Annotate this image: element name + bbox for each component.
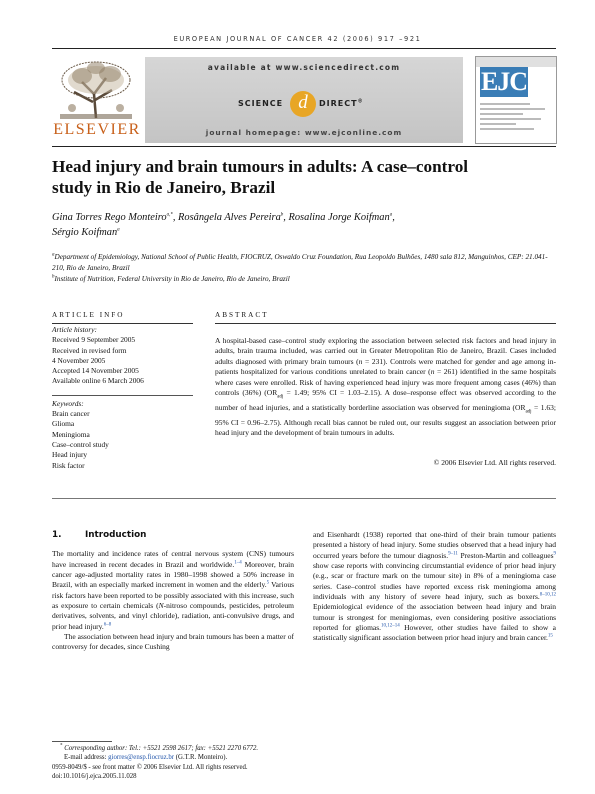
keyword: Head injury (52, 450, 88, 460)
sd-mark-icon: d (290, 91, 316, 117)
body-column-left (52, 530, 294, 653)
body-column-right (313, 530, 556, 644)
citation-link[interactable]: 5 (266, 580, 270, 586)
citation-link[interactable]: 9–11 (448, 551, 458, 557)
journal-cover-thumbnail (475, 56, 557, 144)
sciencedirect-logo[interactable] (238, 91, 378, 117)
corresponding-author: * Corresponding author: Tel.: +5521 2598 2617; fax: +5521 2270 6772. (60, 743, 259, 752)
history-item: Received in revised form (52, 345, 127, 355)
cover-text-lines (480, 103, 552, 133)
author-3: , Rosalina Jorge Koifman (283, 212, 390, 223)
issn-line: 0959-8049/$ - see front matter © 2006 Elsevier Ltd. All rights reserved. (52, 763, 248, 771)
citation-link[interactable]: 8–10,12 (539, 592, 556, 598)
keyword: Meningioma (52, 429, 90, 439)
history-item: 4 November 2005 (52, 355, 106, 365)
keywords-rule (52, 395, 193, 396)
copyright-notice: © 2006 Elsevier Ltd. All rights reserved. (433, 458, 556, 467)
journal-header: EUROPEAN JOURNAL OF CANCER 42 (2006) 917 –921 (173, 35, 422, 43)
article-info-rule (52, 323, 193, 324)
citation-link[interactable]: 9 (553, 551, 556, 557)
article-info (52, 325, 192, 471)
keyword: Case–control study (52, 439, 109, 449)
affiliations (52, 252, 556, 286)
keyword: Glioma (52, 419, 75, 429)
author-2: , Rosângela Alves Pereira (172, 212, 281, 223)
email-link[interactable]: giorres@ensp.fiocruz.br (108, 754, 175, 762)
email-line: E-mail address: giorres@ensp.fiocruz.br (G.T.R. Monteiro). (64, 754, 228, 762)
history-item: Accepted 14 November 2005 (52, 366, 139, 376)
citation-link[interactable]: 10,12–14 (381, 623, 400, 629)
title-line-2: study in Rio de Janeiro, Brazil (52, 178, 276, 197)
elsevier-wordmark: ELSEVIER (53, 121, 141, 138)
header-rule (52, 48, 556, 49)
citation-link[interactable]: 1–4 (234, 560, 242, 566)
keyword: Risk factor (52, 460, 85, 470)
sd-right-text: DIRECT® (319, 98, 364, 108)
keywords-label: Keywords: (52, 398, 84, 408)
article-title (52, 156, 552, 198)
keyword: Brain cancer (52, 409, 90, 419)
ejc-logo: EJC (480, 67, 528, 96)
citation-link[interactable]: 6–8 (103, 622, 112, 628)
intro-paragraph-2: The association between head injury and brain tumours has been a matter of controversy for decades, since Cushing (52, 632, 294, 652)
history-item: Available online 6 March 2006 (52, 376, 144, 386)
author-1: Gina Torres Rego Monteiro (52, 212, 167, 223)
abstract-bottom-rule (52, 498, 556, 499)
history-label: Article history: (52, 325, 97, 334)
footnote (52, 744, 352, 781)
abstract-text: A hospital-based case–control study exploring the association between selected risk factors and head injury in adults, brain trauma included, was carried out in Greater Metropolitan Rio de Janeiro, Brazil. Cases included adults diagnosed with primary brain tumours (n = 231). Controls were matched for gender and age among in-patients hospitalized for various conditions unrelated to brain cancer (n = 261) identified in the same hospitals where cases were enrolled. Risk of having experienced head injury was more frequent among cases (46%) than controls (36%) ($OR_{adj} = 1.49$; 95% CI = 1.03–2.15). A dose–response effect was observed according to the number of head injuries, and a statistically borderline association was observed for meningioma ($OR_{adj} = 1.63$; 95% CI = 0.96–2.75). Although recall bias cannot be ruled out, our results suggest an association between prior head injury and the development of brain tumours in adults. (215, 336, 556, 438)
journal-homepage-link[interactable]: journal homepage: www.ejconline.com (205, 128, 403, 137)
author-list: Gina Torres Rego Monteiro$^{a,*}$, Rosângela Alves Pereira$^b$, Rosalina Jorge Koifman$^a$, Sérgio Koifman$^a$ (52, 212, 395, 238)
affiliation-b: $^b$Institute of Nutrition, Federal University in Rio de Janeiro, Rio de Janeiro, Brazil (52, 275, 290, 284)
history-item: Received 9 September 2005 (52, 335, 136, 345)
author-4: Sérgio Koifman (52, 226, 118, 238)
affiliation-a: $^a$Department of Epidemiology, National School of Public Health, FIOCRUZ, Oswaldo Cruz Foundation, Rua Leopoldo Bulhões, 1480 sala 812, Manguinhos, CEP: 21.041-210, Rio de Janeiro, Brazil (52, 252, 548, 273)
intro-paragraph-1: The mortality and incidence rates of central nervous system (CNS) tumours have increased in recent decades in Brazil and worldwide.$^{1-4}$ Moreover, brain cancer age-adjusted mortality rates in 1980–1998 showed a 50% increase in Brazil, with an especially marked increment in women and the elderly.$^5$ Various risk factors have been reported to be possibly associated with this increase, such as exposure to certain chemicals (N-nitroso compounds, pesticides, petroleum derivatives, solvents, and vinyl chloride), radiation, anti-convulsive drugs, and prior head injury.$^{6-8}$ (52, 549, 295, 631)
section-heading-introduction: 1. Introduction (52, 530, 147, 540)
sd-left-text: SCIENCE (238, 99, 284, 108)
doi-line: doi:10.1016/j.ejca.2005.11.028 (52, 772, 137, 780)
footnote-rule (52, 741, 112, 742)
abstract-heading: ABSTRACT (215, 311, 269, 319)
header-bottom-rule (52, 146, 556, 147)
title-line-1: Head injury and brain tumours in adults: A case–control (52, 157, 469, 176)
available-at-link[interactable]: available at www.sciencedirect.com (207, 63, 401, 72)
citation-link[interactable]: 15 (547, 633, 553, 639)
intro-paragraph-2-continued: and Eisenhardt (1938) reported that one-third of their brain tumour patients presented a history of head injury. Some studies observed that a head injury had occurred years before the tumour diagnosis.$^{9-11}$ Preston-Martin and colleagues$^9$ show case reports with convincing circumstantial evidence of prior head injury (e.g., scar or fracture mark on the tumour site) in 8% of a meningioma case series. Case–control studies have reported excess risk meningioma among individuals with any history of severe head injury, such as boxers.$^{8-10,12}$ Epidemiological evidence of the association between head injury and brain tumour is strongest for meningiomas, even considering positive associations reported for gliomas.$^{10,12-14}$ However, other studies have failed to show a statistically significant association between prior head injury and brain cancer.$^{15}$ (313, 530, 556, 643)
article-info-heading: ARTICLE INFO (52, 311, 125, 319)
abstract-rule (215, 323, 556, 324)
